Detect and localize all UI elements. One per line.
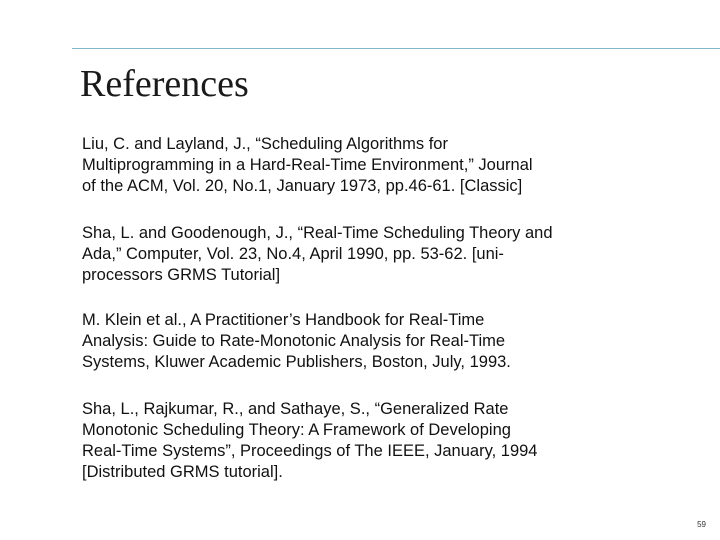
reference-line: Real-Time Systems”, Proceedings of The IEEE, January, 1994 bbox=[82, 442, 538, 460]
reference-item bbox=[82, 223, 652, 286]
reference-line: Multiprogramming in a Hard-Real-Time Environment,” Journal bbox=[82, 156, 533, 174]
reference-line: M. Klein et al., A Practitioner’s Handbook for Real-Time bbox=[82, 311, 485, 329]
reference-item bbox=[82, 310, 652, 373]
reference-line: [Distributed GRMS tutorial]. bbox=[82, 463, 283, 481]
reference-line: Ada,” Computer, Vol. 23, No.4, April 1990, pp. 53-62. [uni- bbox=[82, 245, 504, 263]
reference-line: Liu, C. and Layland, J., “Scheduling Algorithms for bbox=[82, 135, 448, 153]
reference-line: processors GRMS Tutorial] bbox=[82, 266, 281, 284]
reference-item bbox=[82, 134, 652, 197]
reference-line: Systems, Kluwer Academic Publishers, Boston, July, 1993. bbox=[82, 353, 511, 371]
page-number: 59 bbox=[697, 520, 706, 529]
reference-line: Monotonic Scheduling Theory: A Framework of Developing bbox=[82, 421, 511, 439]
reference-line: Sha, L. and Goodenough, J., “Real-Time Scheduling Theory and bbox=[82, 224, 553, 242]
title-divider-line bbox=[72, 48, 720, 49]
reference-line: of the ACM, Vol. 20, No.1, January 1973, pp.46-61. [Classic] bbox=[82, 177, 523, 195]
reference-line: Analysis: Guide to Rate-Monotonic Analysis for Real-Time bbox=[82, 332, 506, 350]
slide-title: References bbox=[80, 63, 249, 105]
reference-line: Sha, L., Rajkumar, R., and Sathaye, S., “Generalized Rate bbox=[82, 400, 509, 418]
reference-list bbox=[82, 134, 652, 483]
reference-item bbox=[82, 399, 652, 483]
